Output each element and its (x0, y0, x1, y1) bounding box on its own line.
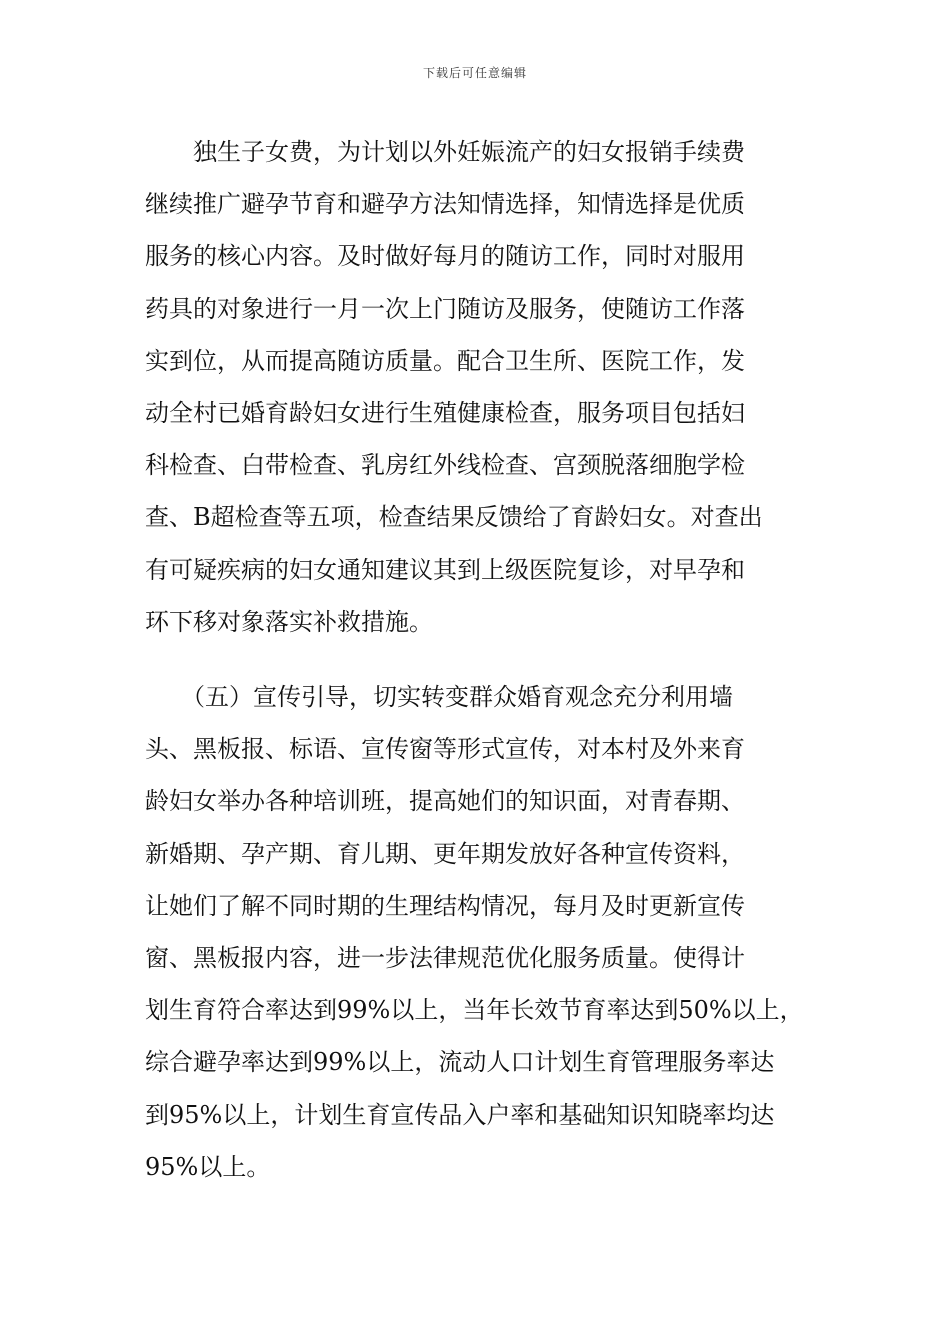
text-line: 头、黑板报、标语、宣传窗等形式宣传，对本村及外来育 (145, 735, 745, 764)
text-line: 到95%以上，计划生育宣传品入户率和基础知识知晓率均达 (145, 1100, 775, 1129)
text-line: 新婚期、孕产期、育儿期、更年期发放好各种宣传资料， (145, 839, 745, 868)
text-line: 查、B超检查等五项，检查结果反馈给了育龄妇女。对查出 (145, 503, 763, 532)
text-line: 动全村已婚育龄妇女进行生殖健康检查，服务项目包括妇 (145, 398, 745, 427)
text-line: 综合避孕率达到99%以上，流动人口计划生育管理服务率达 (145, 1048, 775, 1077)
text-line: 窗、黑板报内容，进一步法律规范优化服务质量。使得计 (145, 943, 745, 972)
text-line: 实到位，从而提高随访质量。配合卫生所、医院工作，发 (145, 346, 745, 375)
text-line: 有可疑疾病的妇女通知建议其到上级医院复诊，对早孕和 (145, 555, 745, 584)
text-line: 龄妇女举办各种培训班，提高她们的知识面，对青春期、 (145, 787, 745, 816)
text-line: 服务的核心内容。及时做好每月的随访工作，同时对服用 (145, 242, 745, 271)
text-line: 药具的对象进行一月一次上门随访及服务，使随访工作落 (145, 294, 745, 323)
text-line: 环下移对象落实补救措施。 (145, 607, 433, 636)
text-line: 继续推广避孕节育和避孕方法知情选择，知情选择是优质 (145, 190, 745, 219)
paragraph-2 (145, 671, 815, 1193)
header-note: 下载后可任意编辑 (422, 66, 527, 80)
text-line: 科检查、白带检查、乳房红外线检查、宫颈脱落细胞学检 (145, 451, 745, 480)
text-line: 划生育符合率达到99%以上，当年长效节育率达到50%以上， (145, 996, 804, 1025)
text-line: 独生子女费，为计划以外妊娠流产的妇女报销手续费 (145, 138, 745, 166)
text-line: 95%以上。 (145, 1152, 271, 1181)
text-line: （五）宣传引导，切实转变群众婚育观念充分利用墙 (145, 683, 733, 711)
paragraph-1 (145, 126, 815, 648)
text-line: 让她们了解不同时期的生理结构情况，每月及时更新宣传 (145, 891, 745, 920)
